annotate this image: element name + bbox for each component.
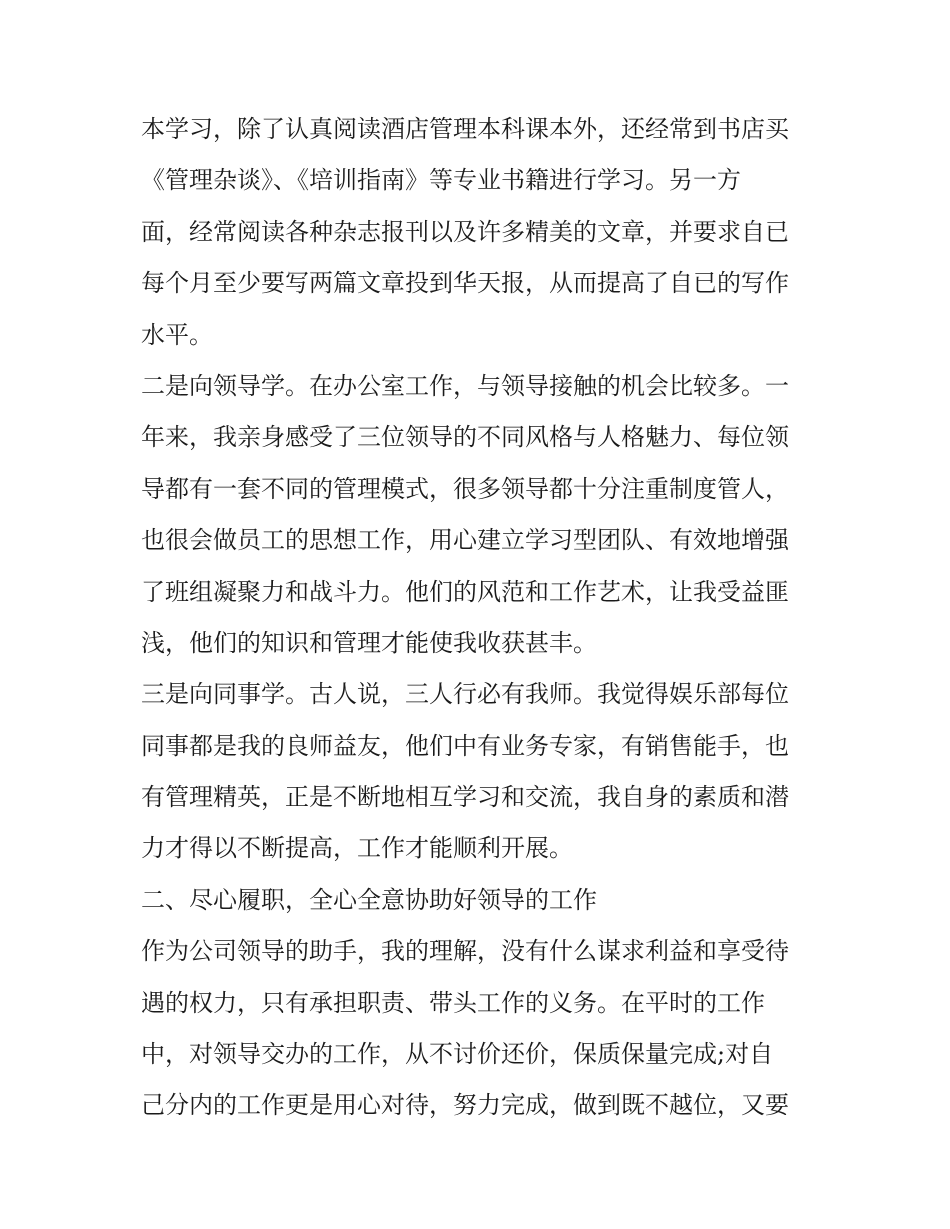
text-line: 水平。 bbox=[141, 320, 213, 349]
text-line: 力才得以不断提高，工作才能顺利开展。 bbox=[141, 834, 573, 863]
text-line: 同事都是我的良师益友，他们中有业务专家，有销售能手，也 bbox=[141, 731, 789, 760]
text-line: 浅，他们的知识和管理才能使我收获甚丰。 bbox=[141, 628, 597, 657]
text-line: 作为公司领导的助手，我的理解，没有什么谋求利益和享受待 bbox=[141, 937, 789, 966]
text-line: 中，对领导交办的工作，从不讨价还价，保质保量完成;对自 bbox=[141, 1040, 774, 1069]
text-line: 《管理杂谈》、《培训指南》等专业书籍进行学习。另一方 bbox=[141, 166, 741, 195]
text-line: 三是向同事学。古人说，三人行必有我师。我觉得娱乐部每位 bbox=[141, 680, 789, 709]
text-line: 面，经常阅读各种杂志报刊以及许多精美的文章，并要求自已 bbox=[141, 217, 789, 246]
section-heading: 二、尽心履职，全心全意协助好领导的工作 bbox=[141, 885, 597, 914]
text-line: 遇的权力，只有承担职责、带头工作的义务。在平时的工作 bbox=[141, 988, 765, 1017]
text-line: 年来，我亲身感受了三位领导的不同风格与人格魅力、每位领 bbox=[141, 423, 789, 452]
text-line: 也很会做员工的思想工作，用心建立学习型团队、有效地增强 bbox=[141, 526, 789, 555]
text-line: 了班组凝聚力和战斗力。他们的风范和工作艺术，让我受益匪 bbox=[141, 577, 789, 606]
text-line: 有管理精英，正是不断地相互学习和交流，我自身的素质和潜 bbox=[141, 783, 789, 812]
text-line: 己分内的工作更是用心对待，努力完成，做到既不越位，又要 bbox=[141, 1091, 789, 1120]
text-line: 导都有一套不同的管理模式，很多领导都十分注重制度管人， bbox=[141, 474, 789, 503]
body-text bbox=[141, 104, 821, 1132]
text-line: 每个月至少要写两篇文章投到华天报，从而提高了自已的写作 bbox=[141, 269, 789, 298]
text-line: 本学习，除了认真阅读酒店管理本科课本外，还经常到书店买 bbox=[141, 115, 789, 143]
text-line: 二是向领导学。在办公室工作，与领导接触的机会比较多。一 bbox=[141, 371, 789, 400]
